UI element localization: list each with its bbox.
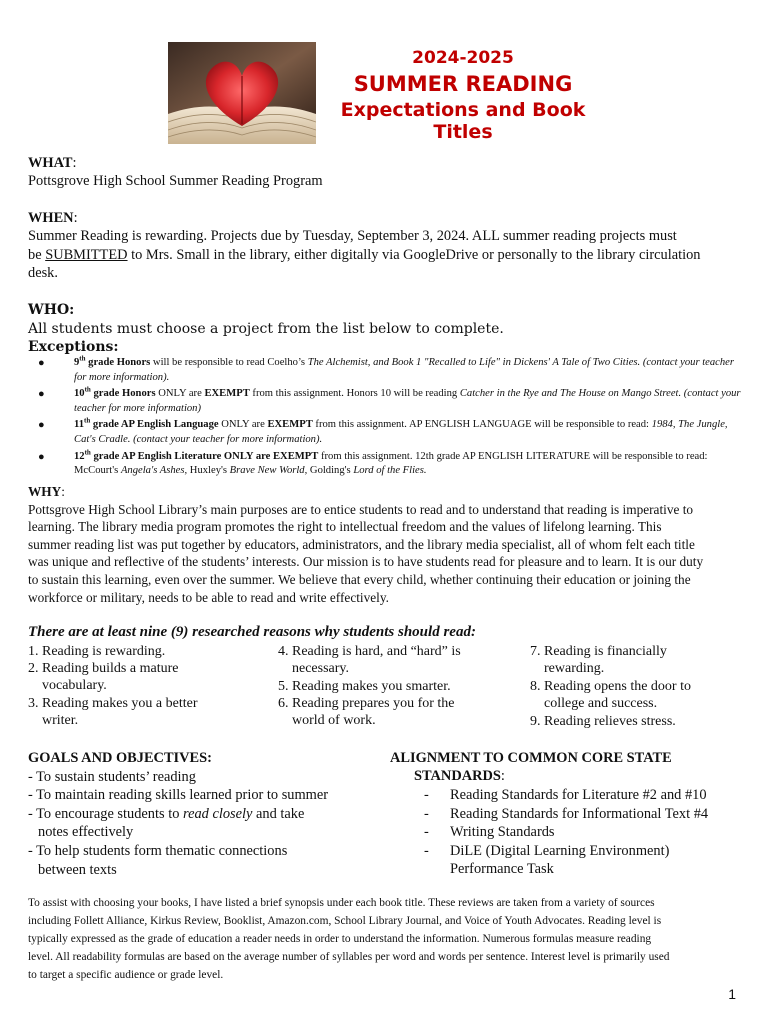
why-line: Pottsgrove High School Library’s main purposes are to entice students to read and to understand that reading is imperative to — [28, 501, 694, 517]
goal-item: - To maintain reading skills learned prior to summer — [28, 787, 329, 804]
list-item: 7. Reading is financially rewarding. — [530, 644, 667, 677]
alignment-heading: ALIGNMENT TO COMMON CORE STATE — [390, 750, 672, 766]
submitted-text: SUBMITTED — [45, 246, 128, 263]
goal-item: between texts — [38, 861, 117, 878]
dash-icon: - — [424, 824, 429, 840]
why-line: summer reading list was put together by educators, administrators, and the library media specialist, all of whom felt each title — [28, 536, 695, 552]
why-line: to sustain this learning, even over the summer. We believe that every child, whether continuing their education or joining the — [28, 571, 691, 587]
what-text: Pottsgrove High School Summer Reading Program — [28, 173, 323, 190]
list-item: 3. Reading makes you a better writer. — [28, 696, 198, 729]
goals-heading: GOALS AND OBJECTIVES: — [28, 750, 212, 766]
when-label: WHEN — [28, 210, 74, 226]
goal-item: - To help students form thematic connections — [28, 842, 288, 859]
list-item: ● 9th grade Honors will be responsible to read Coelho’s The Alchemist, and Book 1 "Recalled to Life" in Dickens' A Tale of Two Cities. (contact your teacher for more information). — [38, 354, 735, 383]
dash-icon: - — [424, 806, 429, 822]
goal-item: notes effectively — [38, 824, 134, 841]
note-line: typically expressed as the grade of education a reader needs in order to understand the information. Numerous formulas measure reading — [28, 933, 652, 945]
bullet-icon: ● — [38, 388, 45, 401]
heart-book-photo — [168, 42, 316, 144]
when-line2: be SUBMITTED to Mrs. Small in the library, either digitally via GoogleDrive or personally to the library circulation — [28, 246, 701, 263]
reasons-heading: There are at least nine (9) researched reasons why students should read: — [28, 624, 476, 640]
note-paragraph — [28, 894, 758, 984]
bullet-icon: ● — [38, 450, 45, 463]
alignment-item: DiLE (Digital Learning Environment) — [450, 843, 670, 859]
alignment-item: Reading Standards for Informational Text #4 — [450, 806, 709, 822]
who-label: WHO: — [28, 302, 75, 318]
list-item: ● 10th grade Honors ONLY are EXEMPT from this assignment. Honors 10 will be reading Catcher in the Rye and The House on Mango Street. (contact your teacher for more information) — [38, 385, 741, 414]
why-line: workforce or military, needs to be able to read and write effectively. — [28, 589, 389, 605]
who-text: All students must choose a project from the list below to complete. — [28, 320, 504, 337]
page-number: 1 — [728, 986, 736, 1002]
what-label: WHAT — [28, 155, 73, 171]
list-item: 4. Reading is hard, and “hard” is necessary. — [278, 644, 461, 677]
dash-icon: - — [424, 787, 429, 803]
when-line3: desk. — [28, 265, 58, 282]
why-label: WHY — [28, 484, 62, 499]
goal-item: - To encourage students to read closely and take — [28, 805, 305, 822]
when-line1: Summer Reading is rewarding. Projects due by Tuesday, September 3, 2024. ALL summer reading projects must — [28, 228, 677, 245]
why-line: learning. The library media program promotes the right to intellectual freedom and the values of lifelong learning. This — [28, 519, 662, 535]
alignment-item-cont: Performance Task — [450, 861, 554, 877]
list-item: 2. Reading builds a mature vocabulary. — [28, 661, 179, 694]
list-item: 5. Reading makes you smarter. — [278, 679, 451, 694]
alignment-heading-2: STANDARDS: — [414, 768, 505, 784]
what-section: WHAT: Pottsgrove High School Summer Reading Program — [28, 155, 323, 190]
list-item: 6. Reading prepares you for the world of work. — [278, 696, 455, 729]
why-section: WHY: Pottsgrove High School Library’s main purposes are to entice students to read and to understand that reading is imperative to learning. The library media program promotes the right to intellectual freedom and the values of lifelong learning. This summer reading list was put together by educators, administrators, and the library media specialist, all of whom felt each title was unique and reflective of the students’ interests. Our mission is to have students read for pleasure and to learn. It is our duty to sustain this learning, even over the summer. We believe that every child, whether continuing their education or joining the workforce or military, needs to be able to read and write effectively. — [28, 483, 758, 606]
goal-item: - To sustain students’ reading — [28, 768, 196, 785]
alignment-item: Writing Standards — [450, 824, 555, 840]
bullet-icon: ● — [38, 357, 45, 369]
note-line: To assist with choosing your books, I have listed a brief synopsis under each book title. These reviews are taken from a variety of sources — [28, 897, 655, 909]
note-line: including Follett Alliance, Kirkus Review, Booklist, Amazon.com, School Library Journal, and Voice of Youth Advocates. Reading level is — [28, 915, 662, 927]
note-line: level. All readability formulas are based on the average number of syllables per word and words per sentence. Interest level is primarily used — [28, 951, 670, 963]
goals-section — [28, 749, 378, 879]
list-item: 9. Reading relieves stress. — [530, 714, 676, 729]
list-item: 8. Reading opens the door to college and success. — [530, 679, 691, 712]
alignment-item: Reading Standards for Literature #2 and #10 — [450, 787, 707, 803]
list-item: ● 12th grade AP English Literature ONLY are EXEMPT from this assignment. 12th grade AP ENGLISH LITERATURE will be responsible to read: McCourt's Angela's Ashes, Huxley's Brave New World, Golding's Lord of the Flies. — [38, 448, 708, 477]
bullet-icon: ● — [38, 419, 45, 432]
header-year: 2024-2025 — [412, 48, 514, 68]
list-item: ● 11th grade AP English Language ONLY are EXEMPT from this assignment. AP ENGLISH LANGUAGE will be responsible to read: 1984, The Jungle, Cat's Cradle. (contact your teacher for more information). — [38, 416, 728, 445]
why-line: was unique and reflective of the students’ interests. Our mission is to have students read for pleasure and to learn. It is our duty — [28, 554, 704, 570]
exceptions-list — [28, 356, 744, 481]
dash-icon: - — [424, 843, 429, 859]
note-line: to target a specific audience or grade level. — [28, 969, 224, 981]
list-item: 1. Reading is rewarding. — [28, 644, 166, 659]
when-section: WHEN: Summer Reading is rewarding. Projects due by Tuesday, September 3, 2024. ALL summer reading projects must be SUBMITTED to Mrs. Small in the library, either digitally via GoogleDrive or personally to the library circulation desk. — [28, 209, 748, 283]
header-title: SUMMER READING — [353, 72, 573, 96]
exceptions-label: Exceptions: — [28, 339, 119, 356]
who-section — [28, 301, 504, 357]
header-subtitle: Expectations and Book Titles — [340, 99, 586, 143]
